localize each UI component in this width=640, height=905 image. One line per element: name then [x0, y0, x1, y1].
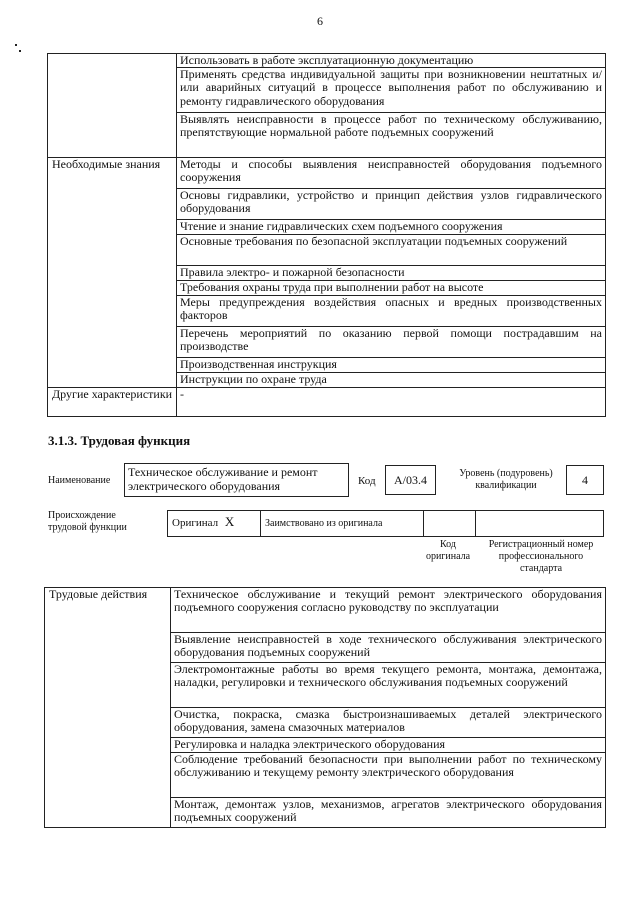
original-label: Оригинал X: [172, 514, 235, 529]
original-mark: X: [224, 514, 235, 529]
category-cell: Трудовые действия: [45, 588, 171, 828]
action-item: Выявление неисправностей в ходе технического обслуживания электрического оборудования подъемных сооружений: [171, 633, 606, 663]
level-label: Уровень (подуровень) квалификации: [459, 468, 553, 491]
knowledge-item: Перечень мероприятий по оказанию первой помощи пострадавшим на производстве: [177, 327, 606, 358]
origin-divider: [423, 510, 424, 537]
action-item: Регулировка и наладка электрического оборудования: [171, 738, 606, 753]
section-title: 3.1.3. Трудовая функция: [48, 433, 191, 448]
action-item: Очистка, покраска, смазка быстроизнашиваемых деталей электрического оборудования, замена смазочных материалов: [171, 708, 606, 738]
origin-label: Происхождение трудовой функции: [48, 510, 127, 533]
knowledge-item: Меры предупреждения воздействия опасных и вредных производственных факторов: [177, 296, 606, 327]
action-item: Электромонтажные работы во время текущего ремонта, монтажа, демонтажа, наладки, регулировки и технического обслуживания подъемных сооружений: [171, 663, 606, 708]
knowledge-item: Методы и способы выявления неисправностей оборудования подъемного сооружения: [177, 158, 606, 189]
category-cell: Другие характеристики: [48, 388, 177, 417]
page-number: 6: [317, 14, 323, 28]
skill-item: Использовать в работе эксплуатационную документацию: [177, 54, 606, 68]
action-item: Техническое обслуживание и текущий ремонт электрического оборудования подъемного сооружения согласно руководству по эксплуатации: [171, 588, 606, 633]
reg-number-label: Регистрационный номер профессионального стандарта: [488, 539, 594, 574]
skill-item: Выявлять неисправности в процессе работ по техническому обслуживанию, препятствующие нормальной работе подъемных сооружений: [177, 113, 606, 158]
scan-mark: [19, 50, 21, 52]
other-item: -: [177, 388, 606, 417]
borrowed-label: Заимствовано из оригинала: [265, 518, 383, 529]
knowledge-item: Чтение и знание гидравлических схем подъемного сооружения: [177, 220, 606, 235]
knowledge-item: Требования охраны труда при выполнении работ на высоте: [177, 281, 606, 296]
actions-table: [44, 587, 606, 828]
knowledge-item: Основы гидравлики, устройство и принцип действия узлов гидравлического оборудования: [177, 189, 606, 220]
name-label: Наименование: [48, 475, 111, 486]
scan-mark: [15, 44, 17, 46]
action-item: Соблюдение требований безопасности при выполнении работ по техническому обслуживанию и текущему ремонту электрического оборудования: [171, 753, 606, 798]
knowledge-item: Инструкции по охране труда: [177, 373, 606, 388]
knowledge-item: Производственная инструкция: [177, 358, 606, 373]
origin-code-label: Код оригинала: [425, 539, 471, 562]
code-label: Код: [358, 475, 376, 487]
knowledge-item: Правила электро- и пожарной безопасности: [177, 266, 606, 281]
action-item: Монтаж, демонтаж узлов, механизмов, агрегатов электрического оборудования подъемных сооружений: [171, 798, 606, 828]
name-value: Техническое обслуживание и ремонт электрического оборудования: [124, 463, 349, 497]
knowledge-item: Основные требования по безопасной эксплуатации подъемных сооружений: [177, 235, 606, 266]
code-value: А/03.4: [385, 465, 436, 495]
category-cell: Необходимые знания: [48, 158, 177, 388]
origin-divider: [475, 510, 476, 537]
category-cell: [48, 54, 177, 158]
origin-divider: [260, 510, 261, 537]
level-value: 4: [566, 465, 604, 495]
skill-item: Применять средства индивидуальной защиты при возникновении нештатных и/или аварийных ситуаций в процессе выполнения работ по обслуживанию и ремонту гидравлического оборудования: [177, 68, 606, 113]
requirements-table: [47, 53, 606, 417]
